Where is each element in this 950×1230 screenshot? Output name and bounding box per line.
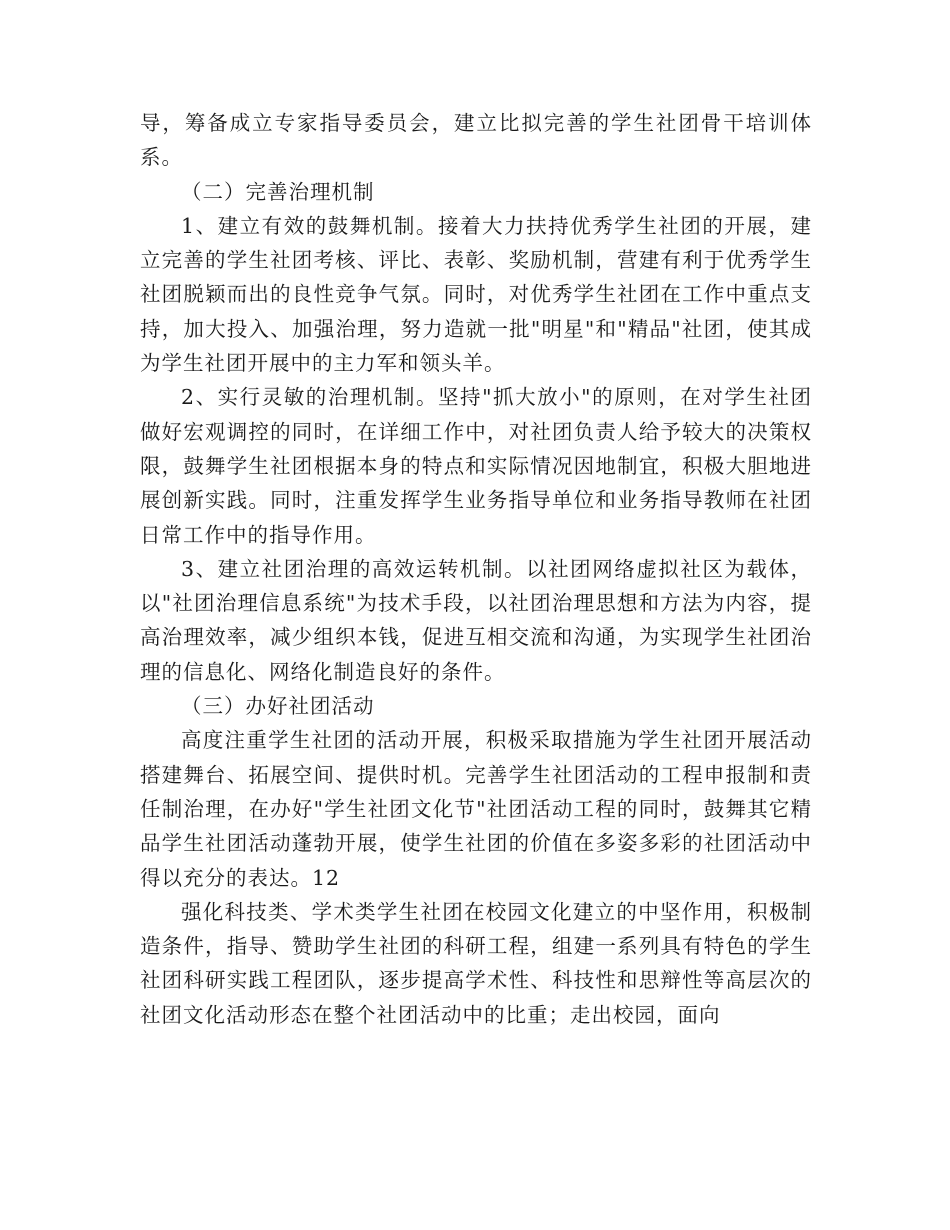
section-heading-activities: （三）办好社团活动 — [181, 694, 375, 719]
section-heading-governance: （二）完善治理机制 — [181, 179, 375, 204]
paragraph-incentive-mechanism: 1、建立有效的鼓舞机制。接着大力扶持优秀学生社团的开展，建立完善的学生社团考核、评比、表彰、奖励机制，营建有利于优秀学生社团脱颖而出的良性竞争气氛。同时，对优秀学生社团在工作中重点支持，加大投入、加强治理，努力造就一批"明星"和"精品"社团，使其成为学生社团开展中的主力军和领头羊。 — [140, 213, 812, 376]
paragraph-activity-development: 高度注重学生社团的活动开展，积极采取措施为学生社团开展活动搭建舞台、拓展空间、提供时机。完善学生社团活动的工程申报制和责任制治理，在办好"学生社团文化节"社团活动工程的同时，鼓舞其它精品学生社团活动蓬勃开展，使学生社团的价值在多姿多彩的社团活动中得以充分的表达。12 — [140, 728, 812, 890]
paragraph-academic-societies: 强化科技类、学术类学生社团在校园文化建立的中坚作用，积极制造条件，指导、赞助学生社团的科研工程，组建一系列具有特色的学生社团科研实践工程团队，逐步提高学术性、科技性和思辩性等高层次的社团文化活动形态在整个社团活动中的比重；走出校园，面向 — [140, 899, 812, 1027]
paragraph-flexible-governance: 2、实行灵敏的治理机制。坚持"抓大放小"的原则，在对学生社团做好宏观调控的同时，在详细工作中，对社团负责人给予较大的决策权限，鼓舞学生社团根据本身的特点和实际情况因地制宜，积极大胆地进展创新实践。同时，注重发挥学生业务指导单位和业务指导教师在社团日常工作中的指导作用。 — [140, 385, 812, 547]
paragraph-continuation: 导，筹备成立专家指导委员会，建立比拟完善的学生社团骨干培训体系。 — [140, 111, 812, 170]
document-body — [140, 106, 812, 1032]
paragraph-efficient-operation: 3、建立社团治理的高效运转机制。以社团网络虚拟社区为载体，以"社团治理信息系统"为技术手段，以社团治理思想和方法为内容，提高治理效率，减少组织本钱，促进互相交流和沟通，为实现学生社团治理的信息化、网络化制造良好的条件。 — [140, 556, 812, 684]
